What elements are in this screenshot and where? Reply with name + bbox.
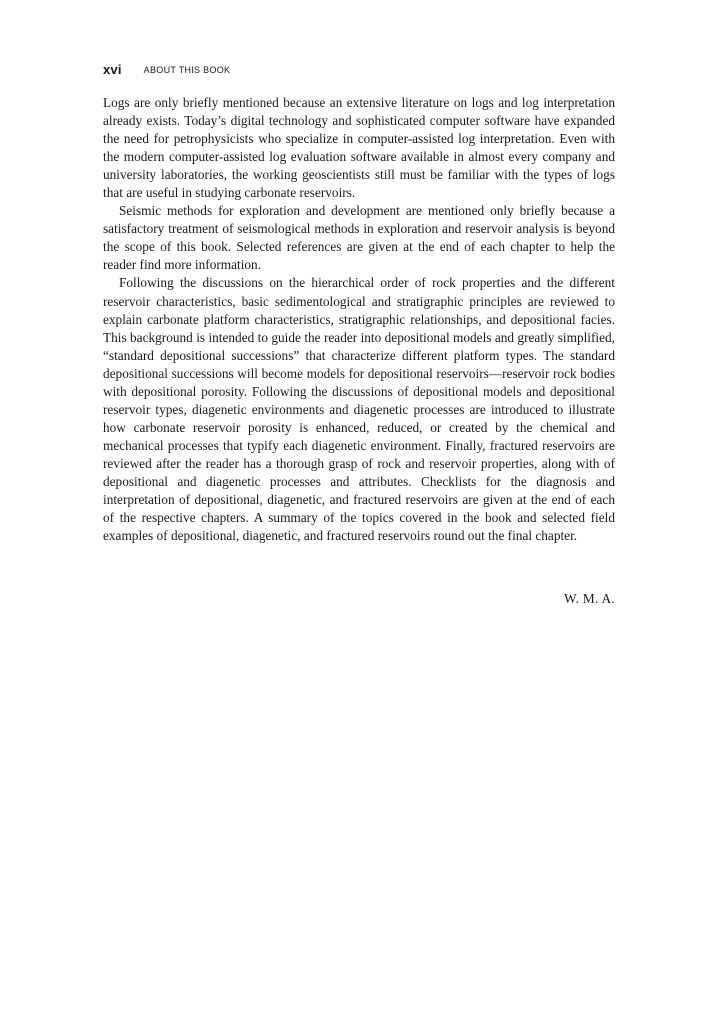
body-text	[103, 94, 615, 545]
running-head	[103, 62, 230, 78]
paragraph-seismic: Seismic methods for exploration and development are mentioned only briefly because a satisfactory treatment of seismological methods in exploration and reservoir analysis is beyond the scope of this book. Selected references are given at the end of each chapter to help the reader find more information.	[103, 203, 615, 273]
paragraph-logs: Logs are only briefly mentioned because an extensive literature on logs and log interpretation already exists. Today’s digital technology and sophisticated computer software have expanded the need for petrophysicists who specialize in computer-assisted log interpretation. Even with the modern computer-assisted log evaluation software available in almost every company and university laboratories, the working geoscientists still must be familiar with the types of logs that are useful in studying carbonate reservoirs.	[103, 95, 615, 201]
page-number: xvi	[103, 62, 122, 77]
paragraph-overview: Following the discussions on the hierarchical order of rock properties and the different reservoir characteristics, basic sedimentological and stratigraphic principles are reviewed to explain carbonate platform characteristics, stratigraphic relationships, and depositional facies. This background is intended to guide the reader into depositional models and greatly simplified, “standard depositional successions” that characterize different platform types. The standard depositional successions will become models for depositional reservoirs—reservoir rock bodies with depositional porosity. Following the discussions of depositional models and depositional reservoir types, diagenetic environments and diagenetic processes are introduced to illustrate how carbonate reservoir porosity is enhanced, reduced, or created by the chemical and mechanical processes that typify each diagenetic environment. Finally, fractured reservoirs are reviewed after the reader has a thorough grasp of rock and reservoir properties, along with of depositional and diagenetic processes and attributes. Checklists for the diagnosis and interpretation of depositional, diagenetic, and fractured reservoirs are given at the end of each of the respective chapters. A summary of the topics covered in the book and selected field examples of depositional, diagenetic, and fractured reservoirs round out the final chapter.	[103, 275, 615, 544]
author-initials: W. M. A.	[563, 591, 615, 606]
running-title: ABOUT THIS BOOK	[143, 65, 231, 75]
